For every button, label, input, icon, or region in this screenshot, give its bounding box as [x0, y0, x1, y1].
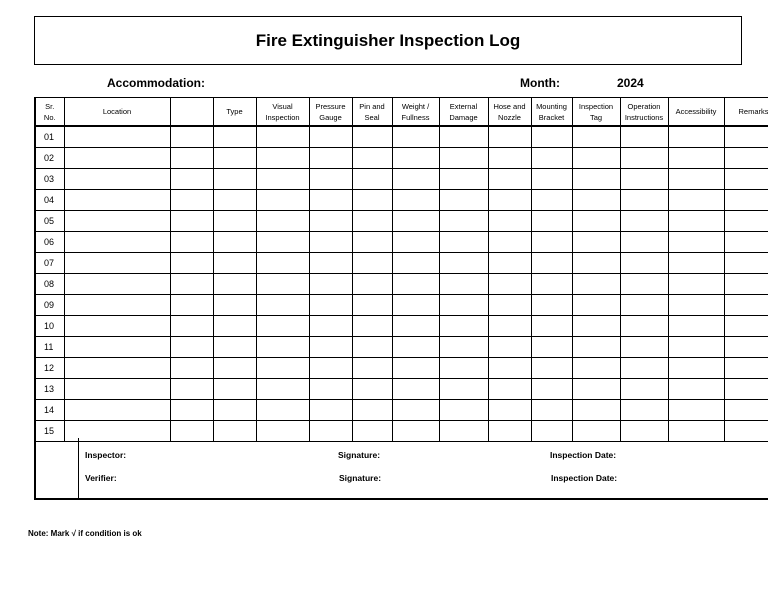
row-number: 05 [35, 211, 64, 232]
row-number: 01 [35, 126, 64, 148]
table-cell[interactable] [724, 232, 768, 253]
table-cell[interactable] [439, 337, 488, 358]
table-cell[interactable] [213, 253, 256, 274]
table-cell[interactable] [439, 274, 488, 295]
table-cell[interactable] [309, 169, 352, 190]
table-cell[interactable] [668, 126, 724, 148]
table-cell[interactable] [724, 169, 768, 190]
table-cell[interactable] [572, 126, 620, 148]
year-value: 2024 [617, 76, 644, 90]
table-cell[interactable] [64, 337, 170, 358]
table-cell[interactable] [668, 148, 724, 169]
signature-footer [34, 438, 768, 500]
verifier-signature-label: Signature: [339, 473, 382, 483]
title-box [34, 16, 742, 65]
table-cell[interactable] [572, 358, 620, 379]
table-cell[interactable] [620, 126, 668, 148]
table-cell[interactable] [531, 295, 572, 316]
table-cell[interactable] [64, 126, 170, 148]
table-cell[interactable] [572, 337, 620, 358]
table-cell[interactable] [439, 232, 488, 253]
table-cell[interactable] [572, 190, 620, 211]
table-cell[interactable] [668, 211, 724, 232]
row-number: 15 [35, 421, 64, 442]
row-number: 09 [35, 295, 64, 316]
table-cell[interactable] [488, 274, 531, 295]
table-cell[interactable] [488, 337, 531, 358]
table-cell[interactable] [668, 358, 724, 379]
table-cell[interactable] [439, 148, 488, 169]
table-row [35, 148, 768, 169]
col-inspection-tag: Inspection Tag [572, 98, 620, 127]
table-cell[interactable] [170, 148, 213, 169]
table-cell[interactable] [170, 211, 213, 232]
table-cell[interactable] [256, 126, 309, 148]
row-number: 07 [35, 253, 64, 274]
table-cell[interactable] [439, 316, 488, 337]
table-cell[interactable] [170, 379, 213, 400]
table-cell[interactable] [439, 190, 488, 211]
table-cell[interactable] [620, 253, 668, 274]
table-cell[interactable] [352, 295, 392, 316]
table-cell[interactable] [392, 274, 439, 295]
table-cell[interactable] [620, 316, 668, 337]
table-cell[interactable] [64, 379, 170, 400]
table-cell[interactable] [668, 379, 724, 400]
table-cell[interactable] [309, 274, 352, 295]
col-weight-fullness: Weight / Fullness [392, 98, 439, 127]
table-cell[interactable] [488, 232, 531, 253]
table-cell[interactable] [64, 400, 170, 421]
table-cell[interactable] [724, 400, 768, 421]
table-cell[interactable] [309, 190, 352, 211]
table-cell[interactable] [352, 316, 392, 337]
table-cell[interactable] [572, 148, 620, 169]
table-cell[interactable] [572, 316, 620, 337]
note-text: Note: Mark √ if condition is ok [28, 529, 142, 538]
table-cell[interactable] [309, 126, 352, 148]
table-cell[interactable] [309, 379, 352, 400]
table-cell[interactable] [309, 232, 352, 253]
table-cell[interactable] [488, 169, 531, 190]
table-cell[interactable] [531, 169, 572, 190]
table-cell[interactable] [170, 253, 213, 274]
table-cell[interactable] [531, 274, 572, 295]
table-cell[interactable] [392, 400, 439, 421]
table-cell[interactable] [488, 190, 531, 211]
table-row [35, 190, 768, 211]
table-cell[interactable] [392, 253, 439, 274]
table-cell[interactable] [352, 211, 392, 232]
table-cell[interactable] [170, 337, 213, 358]
table-cell[interactable] [724, 211, 768, 232]
table-cell[interactable] [213, 337, 256, 358]
table-cell[interactable] [213, 190, 256, 211]
col-operation-instructions: Operation Instructions [620, 98, 668, 127]
table-cell[interactable] [309, 295, 352, 316]
table-cell[interactable] [668, 295, 724, 316]
row-number: 14 [35, 400, 64, 421]
table-cell[interactable] [668, 169, 724, 190]
col-pin-seal: Pin and Seal [352, 98, 392, 127]
table-cell[interactable] [392, 295, 439, 316]
table-cell[interactable] [668, 337, 724, 358]
col-pressure-gauge: Pressure Gauge [309, 98, 352, 127]
table-cell[interactable] [64, 169, 170, 190]
table-cell[interactable] [724, 295, 768, 316]
table-cell[interactable] [309, 253, 352, 274]
table-cell[interactable] [392, 337, 439, 358]
table-row [35, 232, 768, 253]
table-cell[interactable] [256, 400, 309, 421]
table-cell[interactable] [724, 148, 768, 169]
table-cell[interactable] [572, 169, 620, 190]
table-cell[interactable] [620, 169, 668, 190]
table-cell[interactable] [668, 316, 724, 337]
inspector-date-label: Inspection Date: [550, 450, 617, 460]
table-cell[interactable] [724, 190, 768, 211]
table-cell[interactable] [213, 316, 256, 337]
table-cell[interactable] [170, 295, 213, 316]
table-cell[interactable] [64, 190, 170, 211]
table-cell[interactable] [488, 316, 531, 337]
table-cell[interactable] [620, 190, 668, 211]
table-row [35, 253, 768, 274]
table-row [35, 337, 768, 358]
table-cell[interactable] [392, 169, 439, 190]
table-cell[interactable] [352, 253, 392, 274]
table-cell[interactable] [352, 169, 392, 190]
table-cell[interactable] [531, 232, 572, 253]
table-cell[interactable] [256, 295, 309, 316]
table-cell[interactable] [724, 316, 768, 337]
table-cell[interactable] [439, 358, 488, 379]
row-number: 13 [35, 379, 64, 400]
table-cell[interactable] [439, 126, 488, 148]
row-number: 03 [35, 169, 64, 190]
table-cell[interactable] [620, 148, 668, 169]
table-cell[interactable] [352, 337, 392, 358]
table-cell[interactable] [572, 295, 620, 316]
table-cell[interactable] [170, 190, 213, 211]
table-cell[interactable] [439, 211, 488, 232]
col-accessibility: Accessibility [668, 98, 724, 127]
table-cell[interactable] [439, 295, 488, 316]
table-cell[interactable] [392, 190, 439, 211]
row-number: 04 [35, 190, 64, 211]
table-cell[interactable] [392, 379, 439, 400]
table-cell[interactable] [724, 126, 768, 148]
table-cell[interactable] [531, 379, 572, 400]
table-cell[interactable] [213, 169, 256, 190]
table-cell[interactable] [64, 232, 170, 253]
table-cell[interactable] [352, 358, 392, 379]
table-cell[interactable] [439, 253, 488, 274]
table-cell[interactable] [668, 253, 724, 274]
table-cell[interactable] [531, 190, 572, 211]
table-row [35, 316, 768, 337]
table-cell[interactable] [620, 400, 668, 421]
table-cell[interactable] [668, 274, 724, 295]
row-number: 11 [35, 337, 64, 358]
table-cell[interactable] [213, 358, 256, 379]
table-cell[interactable] [309, 400, 352, 421]
table-cell[interactable] [531, 126, 572, 148]
table-cell[interactable] [488, 211, 531, 232]
table-cell[interactable] [213, 295, 256, 316]
col-hose-nozzle: Hose and Nozzle [488, 98, 531, 127]
table-cell[interactable] [620, 295, 668, 316]
table-cell[interactable] [170, 169, 213, 190]
table-cell[interactable] [620, 379, 668, 400]
table-cell[interactable] [352, 232, 392, 253]
table-cell[interactable] [488, 253, 531, 274]
table-cell[interactable] [572, 274, 620, 295]
table-cell[interactable] [64, 358, 170, 379]
table-cell[interactable] [256, 379, 309, 400]
verifier-date-label: Inspection Date: [551, 473, 618, 483]
table-cell[interactable] [213, 379, 256, 400]
table-cell[interactable] [531, 211, 572, 232]
row-number: 10 [35, 316, 64, 337]
table-cell[interactable] [392, 211, 439, 232]
table-cell[interactable] [392, 232, 439, 253]
table-cell[interactable] [256, 169, 309, 190]
month-label: Month: [520, 76, 560, 90]
table-cell[interactable] [352, 274, 392, 295]
table-cell[interactable] [213, 400, 256, 421]
table-cell[interactable] [309, 316, 352, 337]
accommodation-label: Accommodation: [107, 76, 206, 90]
table-header-row [35, 98, 768, 127]
table-cell[interactable] [531, 358, 572, 379]
table-cell[interactable] [256, 337, 309, 358]
table-row [35, 379, 768, 400]
table-cell[interactable] [352, 379, 392, 400]
table-cell[interactable] [488, 400, 531, 421]
col-location: Location [64, 98, 170, 127]
col-remarks: Remarks [724, 98, 768, 127]
row-number: 06 [35, 232, 64, 253]
table-cell[interactable] [256, 253, 309, 274]
table-cell[interactable] [620, 274, 668, 295]
col-external-damage: External Damage [439, 98, 488, 127]
table-cell[interactable] [309, 337, 352, 358]
table-cell[interactable] [531, 316, 572, 337]
col-sr-no: Sr. No. [35, 98, 64, 127]
col-type: Type [213, 98, 256, 127]
table-row [35, 211, 768, 232]
table-cell[interactable] [620, 358, 668, 379]
table-cell[interactable] [488, 126, 531, 148]
table-cell[interactable] [170, 316, 213, 337]
table-cell[interactable] [439, 169, 488, 190]
table-cell[interactable] [488, 295, 531, 316]
table-cell[interactable] [213, 211, 256, 232]
table-cell[interactable] [531, 253, 572, 274]
table-cell[interactable] [64, 211, 170, 232]
table-cell[interactable] [724, 337, 768, 358]
table-row [35, 126, 768, 148]
table-cell[interactable] [309, 211, 352, 232]
table-cell[interactable] [488, 148, 531, 169]
table-cell[interactable] [309, 358, 352, 379]
table-cell[interactable] [256, 211, 309, 232]
table-cell[interactable] [213, 232, 256, 253]
table-cell[interactable] [392, 358, 439, 379]
col-blank [170, 98, 213, 127]
col-mounting-bracket: Mounting Bracket [531, 98, 572, 127]
table-cell[interactable] [488, 379, 531, 400]
table-cell[interactable] [724, 379, 768, 400]
table-row [35, 358, 768, 379]
table-cell[interactable] [64, 148, 170, 169]
row-number: 08 [35, 274, 64, 295]
table-cell[interactable] [620, 337, 668, 358]
table-body [35, 126, 768, 442]
table-cell[interactable] [352, 126, 392, 148]
table-row [35, 274, 768, 295]
table-cell[interactable] [668, 232, 724, 253]
table-cell[interactable] [352, 148, 392, 169]
table-cell[interactable] [64, 274, 170, 295]
table-cell[interactable] [256, 274, 309, 295]
table-cell[interactable] [531, 337, 572, 358]
table-cell[interactable] [572, 232, 620, 253]
table-cell[interactable] [170, 358, 213, 379]
table-cell[interactable] [572, 400, 620, 421]
table-cell[interactable] [724, 253, 768, 274]
table-cell[interactable] [572, 211, 620, 232]
table-cell[interactable] [170, 232, 213, 253]
table-cell[interactable] [256, 148, 309, 169]
table-row [35, 400, 768, 421]
table-cell[interactable] [309, 148, 352, 169]
table-cell[interactable] [352, 400, 392, 421]
table-cell[interactable] [439, 379, 488, 400]
table-cell[interactable] [392, 148, 439, 169]
page-title: Fire Extinguisher Inspection Log [255, 30, 521, 50]
table-cell[interactable] [531, 148, 572, 169]
table-cell[interactable] [170, 274, 213, 295]
table-cell[interactable] [439, 400, 488, 421]
table-cell[interactable] [392, 316, 439, 337]
table-cell[interactable] [213, 148, 256, 169]
table-cell[interactable] [256, 190, 309, 211]
table-row [35, 169, 768, 190]
row-number: 12 [35, 358, 64, 379]
table-cell[interactable] [352, 190, 392, 211]
table-cell[interactable] [572, 253, 620, 274]
table-cell[interactable] [64, 316, 170, 337]
table-cell[interactable] [64, 253, 170, 274]
table-cell[interactable] [256, 232, 309, 253]
table-cell[interactable] [724, 274, 768, 295]
table-cell[interactable] [620, 232, 668, 253]
inspection-table [34, 97, 768, 442]
table-cell[interactable] [668, 190, 724, 211]
table-cell[interactable] [392, 126, 439, 148]
table-cell[interactable] [256, 358, 309, 379]
table-row [35, 295, 768, 316]
inspector-label: Inspector: [85, 450, 127, 460]
table-cell[interactable] [531, 400, 572, 421]
table-cell[interactable] [256, 316, 309, 337]
col-visual-inspection: Visual Inspection [256, 98, 309, 127]
table-cell[interactable] [724, 358, 768, 379]
table-cell[interactable] [213, 126, 256, 148]
row-number: 02 [35, 148, 64, 169]
table-cell[interactable] [620, 211, 668, 232]
table-cell[interactable] [488, 358, 531, 379]
table-cell[interactable] [213, 274, 256, 295]
inspector-signature-label: Signature: [338, 450, 381, 460]
table-cell[interactable] [668, 400, 724, 421]
verifier-label: Verifier: [85, 473, 117, 483]
signature-panel [78, 438, 768, 498]
table-cell[interactable] [64, 295, 170, 316]
table-cell[interactable] [170, 126, 213, 148]
table-cell[interactable] [572, 379, 620, 400]
table-cell[interactable] [170, 400, 213, 421]
